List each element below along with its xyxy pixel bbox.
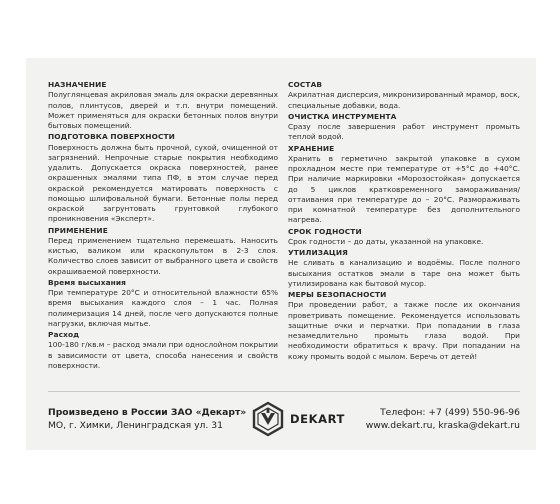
made-in-text: Произведено в России ЗАО «Декарт» — [48, 407, 247, 418]
section-heading: ХРАНЕНИЕ — [288, 143, 335, 153]
section-heading: ОЧИСТКА ИНСТРУМЕНТА — [288, 111, 397, 121]
section-text: При проведении работ, а также после их окончания проветривать помещение. Рекомендуется использовать защитные очки и перчатки. При попадании в глаза незамедлительно промыть глаза водой. При необходимости обратиться к врачу. При попадании на кожу промыть водой с мылом. Беречь от детей! — [288, 300, 520, 361]
address-text: МО, г. Химки, Ленинградская ул. 31 — [48, 420, 223, 431]
section-heading: УТИЛИЗАЦИЯ — [288, 248, 348, 257]
brand-name: DEKART — [290, 412, 345, 426]
section-text: Полуглянцевая акриловая эмаль для окраски деревянных полов, плинтусов, дверей и т.п. внутри помещений. Может применяться для окраски бетонных полов внутри бытовых помещений. — [48, 90, 278, 130]
section-surface-prep — [48, 132, 278, 224]
section-heading: МЕРЫ БЕЗОПАСНОСТИ — [288, 290, 387, 299]
section-shelf-life — [288, 227, 520, 248]
section-tool-cleaning — [288, 112, 520, 143]
section-purpose — [48, 80, 278, 131]
phone-text: Телефон: +7 (499) 550-96-96 — [380, 407, 520, 418]
section-heading: ПРИМЕНЕНИЕ — [48, 225, 108, 235]
section-heading: НАЗНАЧЕНИЕ — [48, 80, 107, 89]
section-heading: ПОДГОТОВКА ПОВЕРХНОСТИ — [48, 132, 175, 142]
section-heading: Время высыхания — [48, 277, 127, 287]
section-heading: СОСТАВ — [288, 80, 323, 89]
product-label — [26, 58, 536, 450]
manufacturer-info — [48, 406, 246, 432]
section-composition — [288, 80, 520, 111]
section-text: Поверхность должна быть прочной, сухой, очищенной от загрязнений. Непрочные старые покрытия необходимо удалить. Допускается окраска поверхностей, ранее окрашенных эмалями типа ПФ, в этом случае перед окраской рекомендуется матировать поверхность с помощью шлифовальной бумаги. Бетонные полы перед окраской загрунтовать грунтовкой глубокого проникновения «Эксперт». — [48, 142, 278, 224]
footer-divider — [48, 391, 520, 392]
left-column — [48, 80, 278, 372]
section-safety — [288, 290, 520, 362]
website-email-text: www.dekart.ru, kraska@dekart.ru — [365, 420, 520, 431]
section-text: Хранить в герметично закрытой упаковке в сухом прохладном месте при температуре от +5°С до +40°С. При наличие маркировки «Морозостойкая» допускается до 5 циклов кратковременного замораживания/оттаивания при температуре до – 20°С. Размораживать при комнатной температуре без дополнительного нагрева. — [288, 153, 520, 225]
footer — [26, 398, 536, 448]
section-text: Срок годности – до даты, указанной на упаковке. — [288, 236, 484, 246]
section-consumption — [48, 330, 278, 371]
section-drying-time — [48, 278, 278, 329]
section-text: 100-180 г/кв.м – расход эмали при однослойном покрытии в зависимости от цвета, способа нанесения и свойств поверхности. — [48, 340, 278, 370]
contact-info — [366, 406, 520, 432]
section-text: Перед применением тщательно перемешать. Наносить кистью, валиком или краскопультом в 2-3 слоя. Количество слоев зависит от выбранного цвета и свойств окрашиваемой поверхности. — [48, 235, 278, 276]
section-text: Акрилатная дисперсия, микронизированный мрамор, воск, специальные добавки, вода. — [288, 90, 520, 110]
section-text: Не сливать в канализацию и водоёмы. После полного высыхания остатков эмали в таре она может быть утилизирована как бытовой мусор. — [288, 258, 520, 288]
dekart-emblem-icon — [250, 401, 286, 437]
section-storage — [288, 144, 520, 226]
section-heading: Расход — [48, 330, 80, 339]
section-text: Сразу после завершения работ инструмент промыть теплой водой. — [288, 122, 520, 142]
section-text: При температуре 20°С и относительной влажности 65% время высыхания каждого слоя – 1 час. Полная полимеризация 14 дней, после чего допускаются полные нагрузки, включая мытье. — [48, 288, 278, 328]
dekart-logo — [250, 401, 360, 437]
right-column — [288, 80, 520, 363]
section-heading: СРОК ГОДНОСТИ — [288, 226, 362, 236]
section-disposal — [288, 248, 520, 289]
section-application — [48, 226, 278, 277]
